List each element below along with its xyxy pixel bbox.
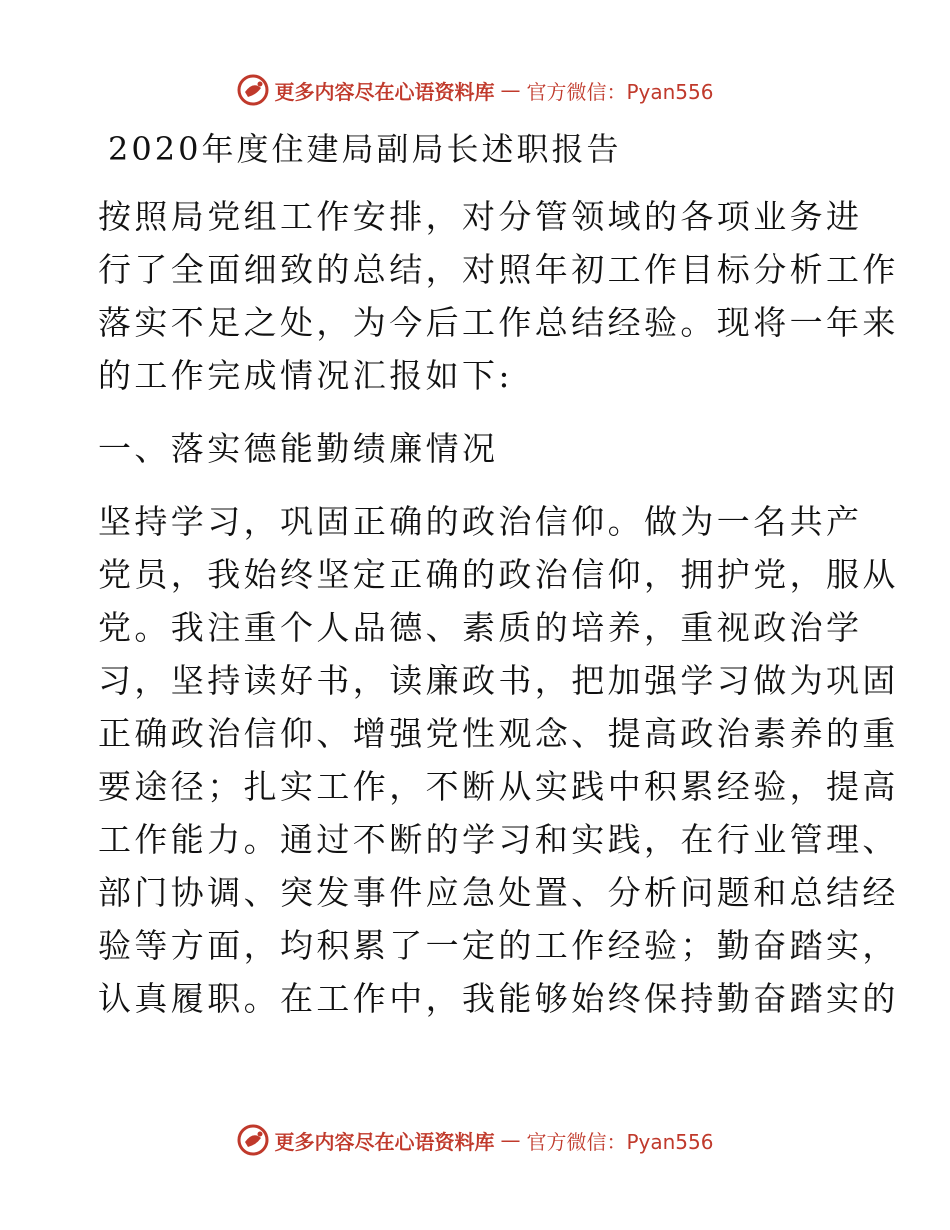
banner-wechat: 官方微信：Pyan556 bbox=[526, 79, 714, 104]
intro-paragraph bbox=[98, 190, 899, 402]
logo-icon bbox=[236, 73, 270, 107]
document-title: 2020年度住建局副局长述职报告 bbox=[108, 130, 622, 168]
text-line: 落实不足之处，为今后工作总结经验。现将一年来 bbox=[98, 303, 899, 342]
text-line: 工作能力。通过不断的学习和实践，在行业管理、 bbox=[98, 820, 899, 859]
text-line: 部门协调、突发事件应急处置、分析问题和总结经 bbox=[98, 873, 899, 912]
banner-dash: — bbox=[500, 1128, 521, 1152]
banner-text: 更多内容尽在心语资料库 bbox=[274, 79, 495, 104]
text-line: 党员，我始终坚定正确的政治信仰，拥护党，服从 bbox=[98, 555, 899, 594]
text-line: 正确政治信仰、增强党性观念、提高政治素养的重 bbox=[98, 714, 899, 753]
text-line: 验等方面，均积累了一定的工作经验；勤奋踏实， bbox=[98, 926, 899, 965]
banner-content bbox=[236, 73, 713, 107]
text-line: 党。我注重个人品德、素质的培养，重视政治学 bbox=[98, 608, 863, 647]
banner-text: 更多内容尽在心语资料库 bbox=[274, 1129, 495, 1154]
text-line: 行了全面细致的总结，对照年初工作目标分析工作 bbox=[98, 250, 899, 289]
text-line: 坚持学习，巩固正确的政治信仰。做为一名共产 bbox=[98, 502, 863, 541]
text-line: 要途径；扎实工作，不断从实践中积累经验，提高 bbox=[98, 767, 899, 806]
header-banner bbox=[0, 70, 950, 110]
banner-content bbox=[236, 1123, 713, 1157]
text-line: 按照局党组工作安排，对分管领域的各项业务进 bbox=[98, 197, 863, 236]
document-body bbox=[98, 190, 899, 1025]
footer-banner bbox=[0, 1120, 950, 1160]
section-paragraph bbox=[98, 495, 899, 1025]
banner-wechat: 官方微信：Pyan556 bbox=[526, 1129, 714, 1154]
section-heading: 一、落实德能勤绩廉情况 bbox=[98, 429, 499, 468]
text-line: 认真履职。在工作中，我能够始终保持勤奋踏实的 bbox=[98, 979, 899, 1018]
banner-dash: — bbox=[500, 78, 521, 102]
text-line: 习，坚持读好书，读廉政书，把加强学习做为巩固 bbox=[98, 661, 899, 700]
text-line: 的工作完成情况汇报如下: bbox=[98, 356, 513, 395]
logo-icon bbox=[236, 1123, 270, 1157]
